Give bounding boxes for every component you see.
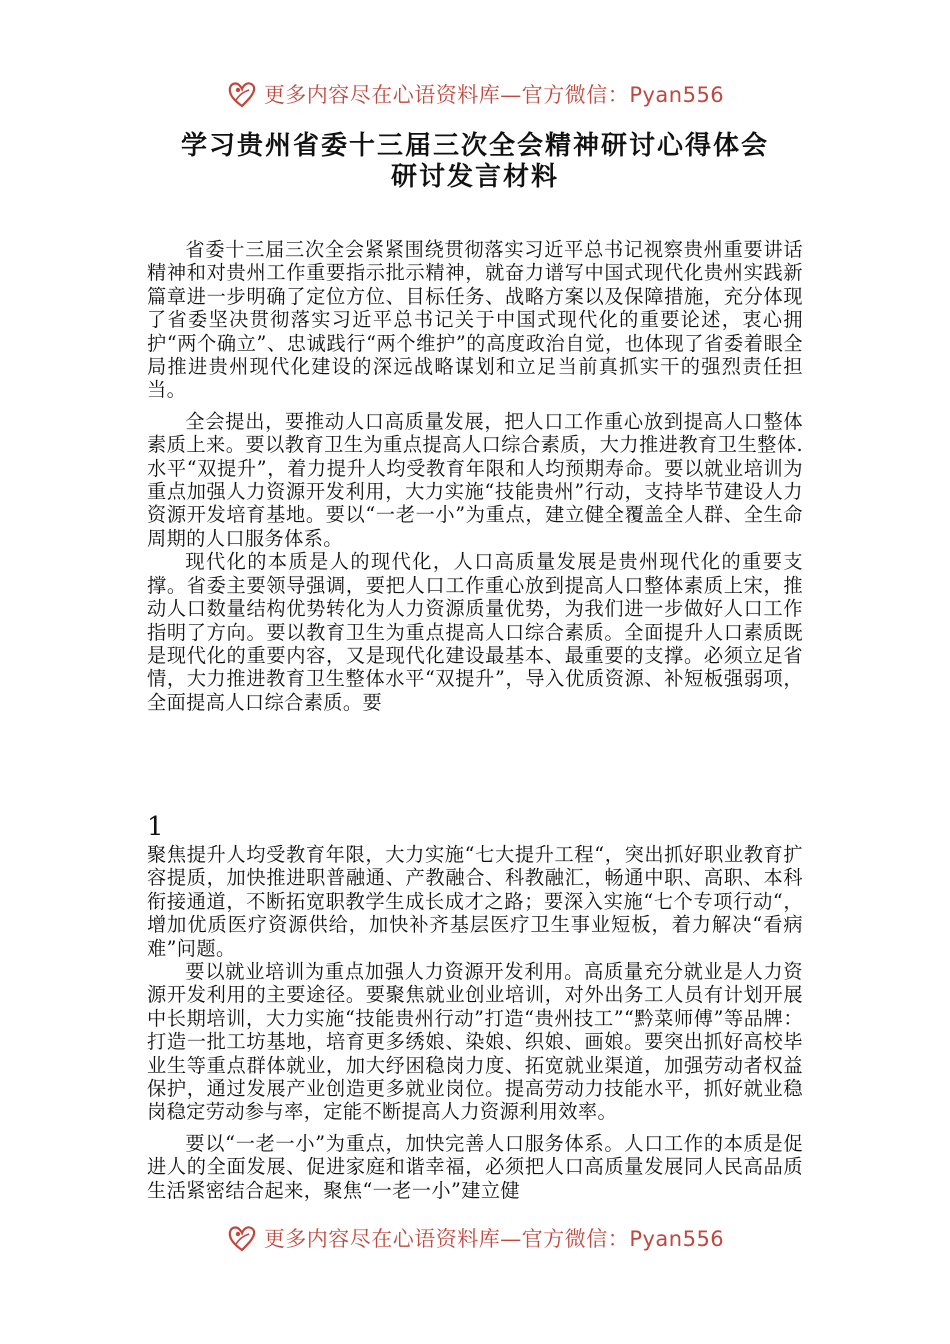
- paragraph: 要以就业培训为重点加强人力资源开发利用。高质量充分就业是人力资源开发利用的主要途径。要聚焦就业创业培训，对外出务工人员有计划开展中长期培训，大力实施“技能贵州行动”打造“贵州技工”“黔菜师傅”等品牌：打造一批工坊基地，培育更多绣娘、染娘、织娘、画娘。要突出抓好高校毕业生等重点群体就业，加大纾困稳岗力度、拓宽就业渠道，加强劳动者权益保护，通过发展产业创造更多就业岗位。提高劳动力技能水平，抓好就业稳岗稳定劳动参与率，定能不断提高人力资源利用效率。: [147, 960, 803, 1124]
- watermark-label: 更多内容尽在心语资料库—官方微信：: [263, 83, 630, 107]
- document-title: 学习贵州省委十三届三次全会精神研讨心得体会: [180, 131, 769, 161]
- paragraph: 聚焦提升人均受教育年限，大力实施“七大提升工程“，突出抓好职业教育扩容提质，加快推进职普融通、产教融合、科教融汇，畅通中职、高职、本科衔接通道，不断拓宽职教学生成长成才之路；要深入实施“七个专项行动“，增加优质医疗资源供给，加快补齐基层医疗卫生事业短板，着力解决“看病难”问题。: [147, 843, 803, 960]
- paragraph: 现代化的本质是人的现代化，人口高质量发展是贵州现代化的重要支撑。省委主要领导强调，要把人口工作重心放到提高人口整体素质上宋，推动人口数量结构优势转化为人力资源质量优势，为我们进一步做好人口工作指明了方向。要以教育卫生为重点提高人口综合素质。全面提升人口素质既是现代化的重要内容，又是现代化建设最基本、最重要的支撑。必须立足省情，大力推进教育卫生整体水平“双提升”，导入优质资源、补短板强弱项，全面提高人口综合素质。要: [147, 550, 803, 714]
- watermark-text: [264, 1223, 724, 1253]
- heart-leaf-logo-icon: [226, 1222, 258, 1254]
- watermark-text: [264, 79, 724, 109]
- body-section-bottom: [147, 843, 803, 1202]
- paragraph: 全会提出，要推动人口高质量发展，把人口工作重心放到提高人口整体素质上来。要以教育卫生为重点提高人口综合素质，大力推进教育卫生整体.水平“双提升”，着力提升人均受教育年限和人均预期寿命。要以就业培训为重点加强人力资源开发利用，大力实施“技能贵州”行动，支持毕节建设人力资源开发培育基地。要以“一老一小”为重点，建立健全覆盖全人群、全生命周期的人口服务体系。: [147, 409, 803, 550]
- watermark-wechat-id: Pyan556: [629, 1227, 725, 1251]
- watermark-header: [0, 74, 950, 114]
- document-subtitle: 研讨发言材料: [390, 162, 559, 192]
- paragraph: 省委十三届三次全会紧紧围绕贯彻落实习近平总书记视察贵州重要讲话精神和对贵州工作重要指示批示精神，就奋力谱写中国式现代化贵州实践新篇章进一步明确了定位方位、目标任务、战略方案以及保障措施，充分体现了省委坚决贯彻落实习近平总书记关于中国式现代化的重要论述，衷心拥护“两个确立”、忠诚践行“两个维护”的高度政治自觉，也体现了省委着眼全局推进贵州现代化建设的深远战略谋划和立足当前真抓实干的强烈责任担当。: [147, 238, 803, 402]
- body-section-top: [147, 238, 803, 714]
- paragraph: 要以“一老一小”为重点，加快完善人口服务体系。人口工作的本质是促进人的全面发展、促进家庭和谐幸福，必须把人口高质量发展同人民高品质生活紧密结合起来，聚焦“一老一小”建立健: [147, 1131, 803, 1202]
- watermark-wechat-id: Pyan556: [629, 83, 725, 107]
- page-number: 1: [147, 812, 164, 842]
- watermark-footer: [0, 1218, 950, 1258]
- watermark-label: 更多内容尽在心语资料库—官方微信：: [263, 1227, 630, 1251]
- heart-leaf-logo-icon: [226, 78, 258, 110]
